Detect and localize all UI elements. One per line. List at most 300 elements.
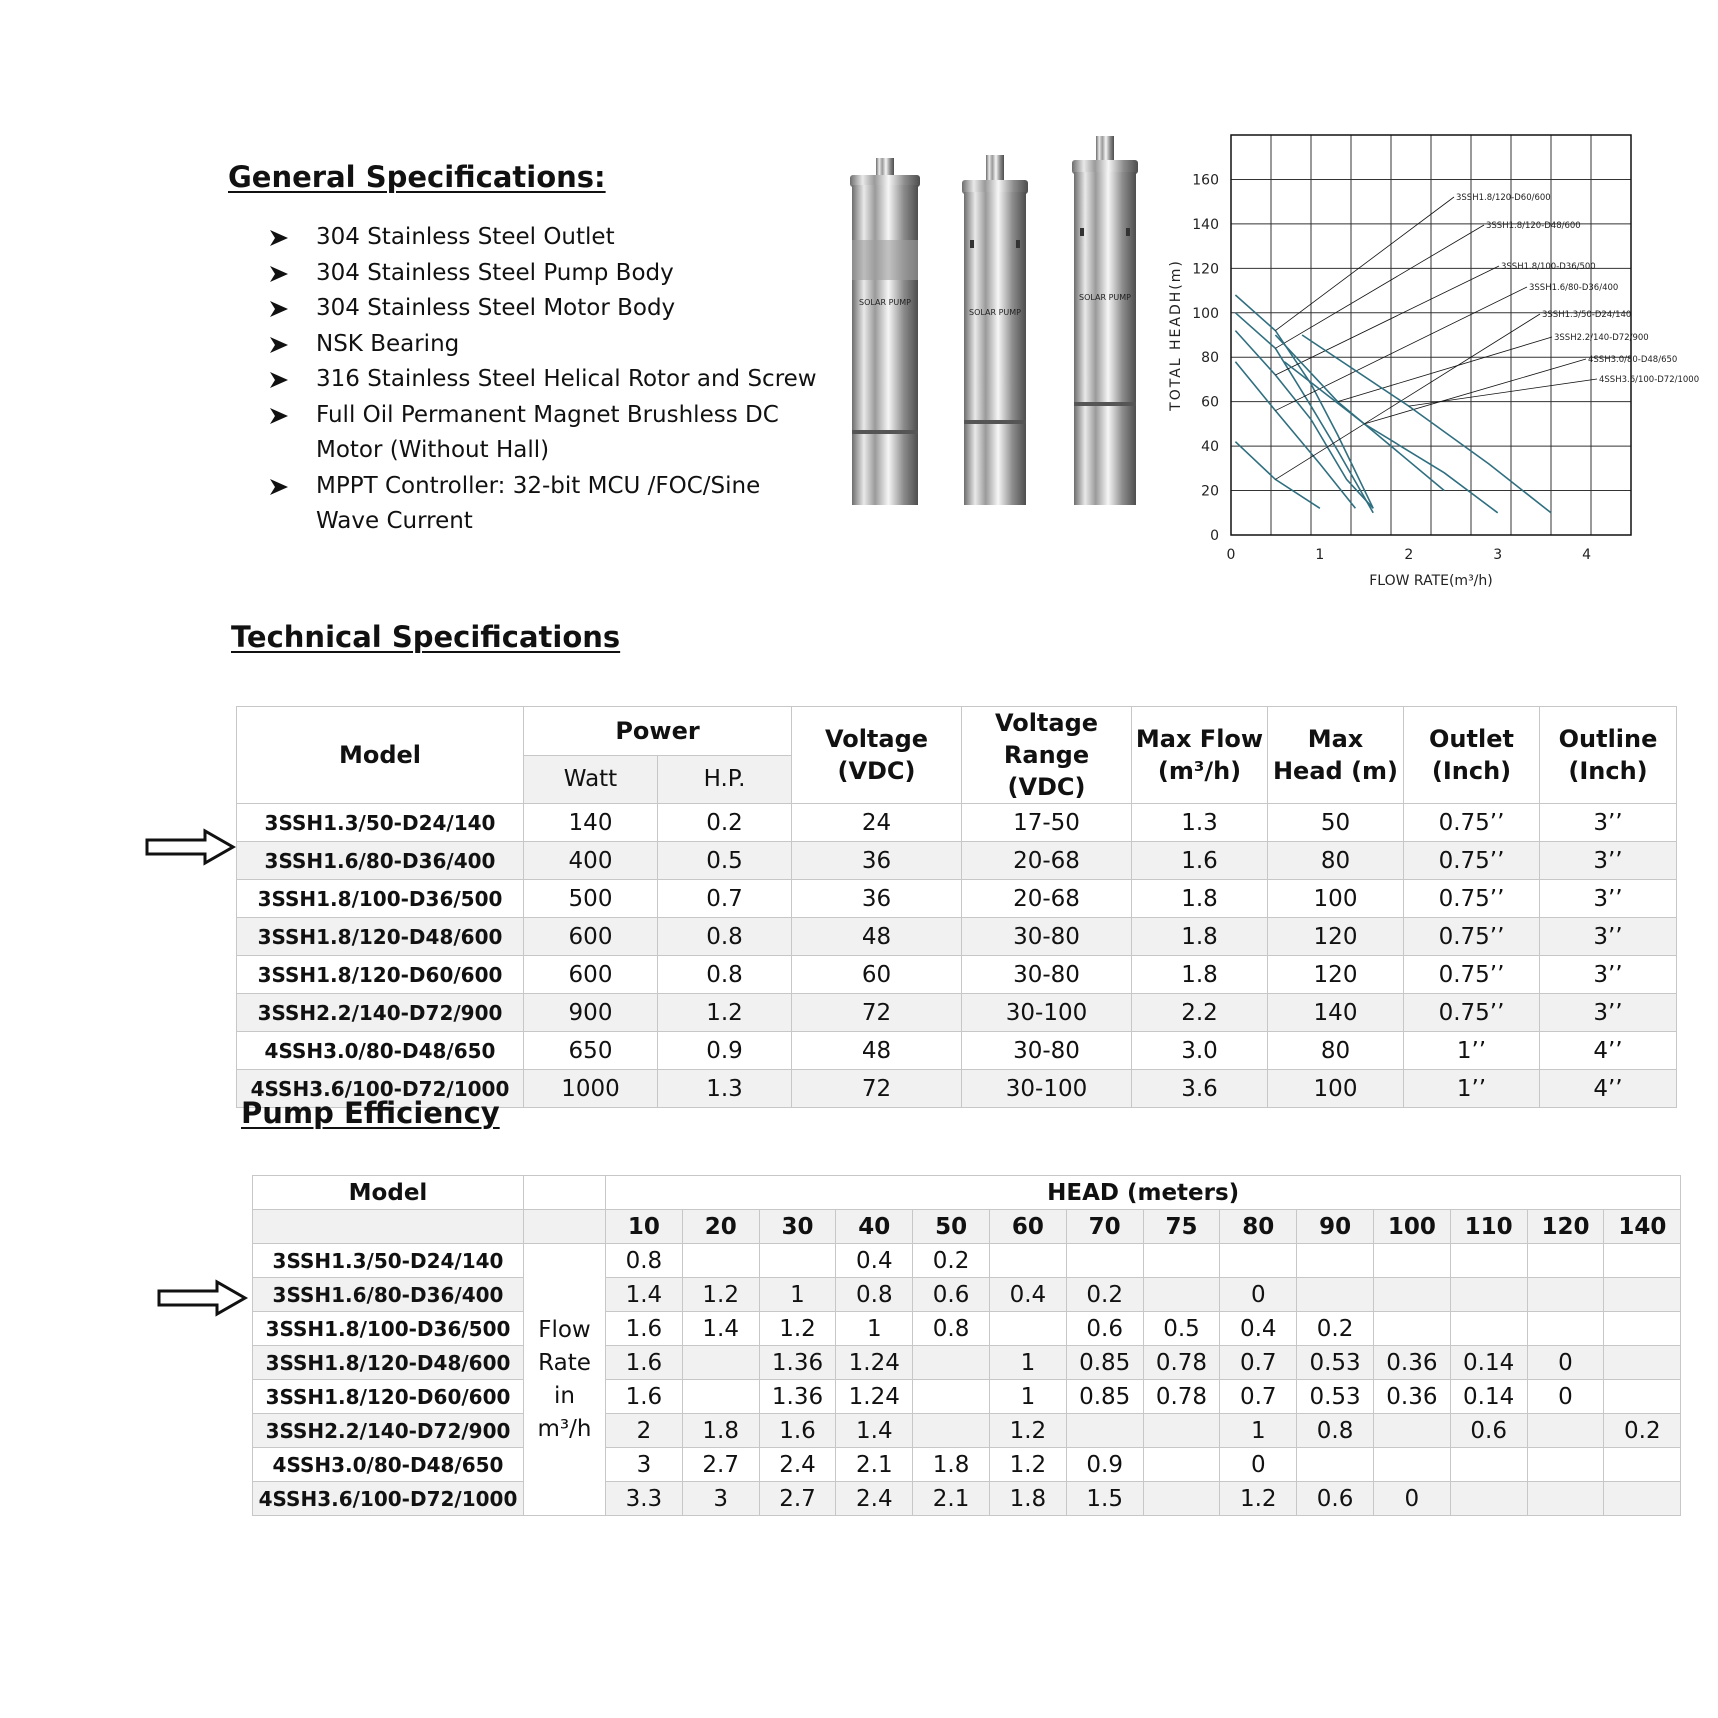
table-cell: 1.6 [606,1312,683,1346]
head-value-header: 10 [606,1210,683,1244]
x-tick-label: 0 [1226,547,1236,563]
table-cell: 0 [1220,1448,1297,1482]
table-cell [1604,1244,1681,1278]
model-cell: 3SSH1.8/100-D36/500 [253,1312,524,1346]
table-cell [1450,1312,1527,1346]
eff-header-blank [524,1210,606,1244]
table-cell: 24 [792,804,962,842]
table-cell: 1.2 [989,1414,1066,1448]
spec-item [270,398,830,469]
table-cell: 500 [524,880,658,918]
table-cell: 30-100 [962,1070,1132,1108]
table-cell: 0.6 [1066,1312,1143,1346]
table-row [237,1032,1677,1070]
bullet-arrow-icon [270,337,288,353]
series-leader-line [1275,287,1527,411]
table-cell [1450,1278,1527,1312]
col-outlet-line2: (Inch) [1431,757,1512,785]
y-tick-label: 100 [1192,305,1219,322]
pump-product-images [838,130,1158,515]
pump-image-3 [1072,136,1138,505]
table-cell: 2.4 [836,1482,913,1516]
col-max-head [1268,707,1404,804]
head-value-header: 30 [759,1210,836,1244]
table-cell [1527,1414,1604,1448]
table-cell: 1 [989,1346,1066,1380]
table-cell: 0.53 [1297,1346,1374,1380]
model-cell: 3SSH1.8/100-D36/500 [237,880,524,918]
flow-rate-label-line: m³/h [537,1415,592,1442]
y-tick-label: 0 [1210,528,1219,544]
series-label: 3SSH1.8/100-D36/500 [1501,262,1596,272]
table-cell: 0 [1373,1482,1450,1516]
table-cell: 2.7 [759,1482,836,1516]
spec-item-text: 304 Stainless Steel Outlet [316,224,615,250]
table-cell: 30-80 [962,918,1132,956]
table-row [253,1414,1681,1448]
table-row [237,918,1677,956]
table-cell: 0.8 [1297,1414,1374,1448]
table-cell: 1.6 [606,1380,683,1414]
bullet-arrow-icon [270,266,288,282]
table-cell [1373,1278,1450,1312]
table-cell: 600 [524,918,658,956]
table-cell: 120 [1268,956,1404,994]
pump-label-1: SOLAR PUMP [859,298,911,307]
table-cell: 20-68 [962,842,1132,880]
table-cell: 30-80 [962,956,1132,994]
col-power: Power [524,707,792,756]
table-cell: 1.8 [1132,956,1268,994]
table-row [253,1312,1681,1346]
model-cell: 3SSH2.2/140-D72/900 [237,994,524,1032]
table-cell: 3 [606,1448,683,1482]
table-cell: 120 [1268,918,1404,956]
table-cell [682,1346,759,1380]
table-cell: 3’’ [1540,918,1677,956]
y-tick-label: 80 [1201,350,1219,367]
table-cell [989,1312,1066,1346]
model-cell: 4SSH3.6/100-D72/1000 [237,1070,524,1108]
head-value-header: 110 [1450,1210,1527,1244]
model-cell: 3SSH2.2/140-D72/900 [253,1414,524,1448]
eff-col-blank [524,1176,606,1210]
table-cell [1527,1448,1604,1482]
table-cell: 0.8 [836,1278,913,1312]
model-cell: 3SSH1.8/120-D48/600 [237,918,524,956]
table-cell: 1.2 [658,994,792,1032]
table-cell: 0.8 [658,956,792,994]
table-cell [1297,1244,1374,1278]
table-cell: 140 [1268,994,1404,1032]
general-specs-list [270,220,830,540]
table-cell: 17-50 [962,804,1132,842]
table-cell: 3’’ [1540,804,1677,842]
table-cell: 0.9 [1066,1448,1143,1482]
table-cell: 400 [524,842,658,880]
table-cell [1066,1244,1143,1278]
y-tick-label: 160 [1192,172,1219,189]
model-cell: 4SSH3.0/80-D48/650 [237,1032,524,1070]
table-cell: 1.3 [1132,804,1268,842]
table-cell: 1.5 [1066,1482,1143,1516]
table-cell: 1’’ [1404,1070,1540,1108]
table-cell: 1.3 [658,1070,792,1108]
col-outline-line1: Outline [1558,725,1658,753]
table-row [237,956,1677,994]
bullet-arrow-icon [270,301,288,317]
head-value-header: 140 [1604,1210,1681,1244]
head-value-header: 20 [682,1210,759,1244]
col-outlet [1404,707,1540,804]
col-model: Model [237,707,524,804]
series-leader-line [1275,314,1540,479]
table-cell: 1.2 [759,1312,836,1346]
eff-header-blank [253,1210,524,1244]
table-cell [1604,1312,1681,1346]
table-cell [1604,1380,1681,1414]
table-cell: 2.7 [682,1448,759,1482]
table-cell: 0.7 [1220,1346,1297,1380]
table-cell: 0.9 [658,1032,792,1070]
flow-rate-label-line: in [554,1382,575,1409]
table-cell: 72 [792,1070,962,1108]
spec-item-text: Full Oil Permanent Magnet Brushless DC Motor (Without Hall) [316,401,779,463]
col-voltage-line2: (VDC) [837,757,916,785]
table-cell: 0.2 [1297,1312,1374,1346]
spec-item [270,256,830,292]
table-cell: 1.8 [1132,918,1268,956]
table-cell: 48 [792,1032,962,1070]
series-leader-line [1338,337,1552,402]
table-row [237,842,1677,880]
col-watt: Watt [524,755,658,804]
table-cell: 72 [792,994,962,1032]
flow-rate-label [524,1244,606,1516]
table-cell: 0.5 [1143,1312,1220,1346]
x-tick-label: 1 [1315,547,1325,563]
table-row [253,1278,1681,1312]
table-cell [1373,1312,1450,1346]
table-cell [1527,1482,1604,1516]
table-cell: 0.6 [913,1278,990,1312]
table-cell [1143,1482,1220,1516]
col-range-line2: Range (VDC) [1003,741,1090,801]
spec-item-text: 304 Stainless Steel Motor Body [316,295,676,321]
table-cell [1143,1244,1220,1278]
table-cell [682,1244,759,1278]
head-value-header: 70 [1066,1210,1143,1244]
table-row [237,880,1677,918]
table-cell: 0.75’’ [1404,880,1540,918]
table-cell: 1.8 [1132,880,1268,918]
table-cell: 650 [524,1032,658,1070]
table-cell: 0.78 [1143,1346,1220,1380]
table-cell: 1.24 [836,1346,913,1380]
col-voltage-line1: Voltage [824,725,929,753]
series-label: 3SSH1.8/120-D48/600 [1486,221,1581,231]
y-tick-label: 40 [1201,439,1219,456]
table-cell: 2.4 [759,1448,836,1482]
table-cell: 80 [1268,1032,1404,1070]
table-cell: 0.14 [1450,1346,1527,1380]
table-cell [1143,1448,1220,1482]
pump-image-1 [850,158,920,505]
y-tick-label: 140 [1192,216,1219,233]
table-cell: 1.6 [759,1414,836,1448]
table-cell: 0 [1527,1346,1604,1380]
head-value-header: 60 [989,1210,1066,1244]
table-cell: 1.24 [836,1380,913,1414]
series-label: 3SSH2.2/140-D72/900 [1554,333,1649,343]
table-cell: 20-68 [962,880,1132,918]
table-cell: 1.4 [606,1278,683,1312]
table-cell: 0.36 [1373,1346,1450,1380]
table-cell: 0.7 [658,880,792,918]
bullet-arrow-icon [270,230,288,246]
table-cell: 0.85 [1066,1380,1143,1414]
spec-item [270,362,830,398]
table-cell: 36 [792,842,962,880]
col-outlet-line1: Outlet [1429,725,1514,753]
table-cell: 2 [606,1414,683,1448]
table-cell: 0.14 [1450,1380,1527,1414]
table-cell: 0.6 [1297,1482,1374,1516]
table-cell [1373,1448,1450,1482]
series-leader-line [1275,197,1454,331]
eff-col-head: HEAD (meters) [606,1176,1681,1210]
x-tick-label: 2 [1404,547,1414,563]
table-cell: 2.1 [913,1482,990,1516]
table-cell: 3’’ [1540,880,1677,918]
table-cell: 50 [1268,804,1404,842]
x-tick-label: 4 [1582,547,1592,563]
y-axis-label: TOTAL HEADH(m) [1168,259,1184,411]
table-cell: 4’’ [1540,1070,1677,1108]
table-cell: 0.8 [606,1244,683,1278]
model-cell: 3SSH1.8/120-D60/600 [253,1380,524,1414]
table-cell: 36 [792,880,962,918]
y-tick-label: 60 [1201,394,1219,411]
table-cell: 1.8 [989,1482,1066,1516]
table-cell: 3’’ [1540,842,1677,880]
table-cell: 0.75’’ [1404,804,1540,842]
table-cell: 1000 [524,1070,658,1108]
table-cell [1450,1482,1527,1516]
table-cell [1373,1414,1450,1448]
x-axis-label: FLOW RATE(m³/h) [1369,573,1493,589]
table-cell: 0 [1220,1278,1297,1312]
head-value-header: 75 [1143,1210,1220,1244]
table-cell [682,1380,759,1414]
table-cell [1527,1312,1604,1346]
table-row [253,1448,1681,1482]
series-curve [1235,442,1320,509]
table-cell: 600 [524,956,658,994]
table-cell: 100 [1268,1070,1404,1108]
table-cell: 0.8 [913,1312,990,1346]
table-cell: 3’’ [1540,994,1677,1032]
table-cell: 1.6 [606,1346,683,1380]
table-cell [913,1346,990,1380]
table-cell: 1.8 [682,1414,759,1448]
model-cell: 3SSH1.8/120-D60/600 [237,956,524,994]
table-cell: 1.2 [989,1448,1066,1482]
table-cell: 0.7 [1220,1380,1297,1414]
series-label: 4SSH3.0/80-D48/650 [1588,355,1678,365]
model-cell: 3SSH1.3/50-D24/140 [237,804,524,842]
table-cell: 1 [1220,1414,1297,1448]
col-flow-line2: (m³/h) [1157,757,1242,785]
table-cell: 0.6 [1450,1414,1527,1448]
series-curve [1302,335,1551,513]
model-cell: 4SSH3.0/80-D48/650 [253,1448,524,1482]
table-cell: 0.4 [836,1244,913,1278]
series-label: 4SSH3.6/100-D72/1000 [1599,375,1700,385]
table-cell: 900 [524,994,658,1032]
table-row [237,994,1677,1032]
spec-item [270,220,830,256]
col-head-line1: Max [1307,725,1364,753]
table-cell [1373,1244,1450,1278]
pump-image-2 [962,155,1028,505]
table-cell [989,1244,1066,1278]
col-hp: H.P. [658,755,792,804]
table-cell: 0.75’’ [1404,994,1540,1032]
table-cell [1143,1278,1220,1312]
table-cell: 0.75’’ [1404,956,1540,994]
model-cell: 3SSH1.6/80-D36/400 [237,842,524,880]
table-cell: 1.6 [1132,842,1268,880]
table-cell: 1 [759,1278,836,1312]
eff-col-model: Model [253,1176,524,1210]
table-cell: 0.75’’ [1404,842,1540,880]
table-cell: 1.2 [682,1278,759,1312]
table-cell [1604,1448,1681,1482]
pump-efficiency-heading: Pump Efficiency [241,1096,500,1130]
table-cell [1220,1244,1297,1278]
table-cell: 0.53 [1297,1380,1374,1414]
head-value-header: 50 [913,1210,990,1244]
table-cell: 0.78 [1143,1380,1220,1414]
col-voltage-range [962,707,1132,804]
technical-specs-table [236,706,1677,1108]
table-cell [1450,1244,1527,1278]
head-value-header: 40 [836,1210,913,1244]
bullet-arrow-icon [270,408,288,424]
head-value-header: 80 [1220,1210,1297,1244]
table-row [253,1346,1681,1380]
table-cell: 1’’ [1404,1032,1540,1070]
table-row [253,1482,1681,1516]
series-label: 3SSH1.8/120-D60/600 [1456,193,1551,203]
table-cell: 3 [682,1482,759,1516]
col-max-flow [1132,707,1268,804]
table-cell: 1.36 [759,1346,836,1380]
table-cell [1297,1448,1374,1482]
table-cell: 0 [1527,1380,1604,1414]
head-value-header: 100 [1373,1210,1450,1244]
col-voltage [792,707,962,804]
model-cell: 3SSH1.8/120-D48/600 [253,1346,524,1380]
table-cell: 4’’ [1540,1032,1677,1070]
table-cell [1066,1414,1143,1448]
table-cell: 0.2 [1066,1278,1143,1312]
table-cell: 3.3 [606,1482,683,1516]
table-cell [759,1244,836,1278]
table-cell: 140 [524,804,658,842]
spec-item-text: NSK Bearing [316,330,460,357]
table-cell [913,1414,990,1448]
col-range-line1: Voltage [994,709,1099,737]
table-cell: 0.4 [989,1278,1066,1312]
table-cell: 0.2 [658,804,792,842]
spec-item-text: 304 Stainless Steel Pump Body [316,259,674,286]
pump-efficiency-table [252,1175,1681,1516]
table-cell: 1.4 [836,1414,913,1448]
spec-item [270,291,830,327]
general-specs-heading: General Specifications: [228,160,606,194]
table-row [253,1244,1681,1278]
table-cell: 1 [989,1380,1066,1414]
table-cell: 0.85 [1066,1346,1143,1380]
flow-rate-label-line: Rate [538,1349,591,1376]
table-row [237,804,1677,842]
spec-item-text: MPPT Controller: 32-bit MCU /FOC/Sine Wave Current [316,472,761,534]
col-flow-line1: Max Flow [1135,725,1264,753]
table-cell: 1.8 [913,1448,990,1482]
table-cell: 1.2 [1220,1482,1297,1516]
table-cell: 3.0 [1132,1032,1268,1070]
series-label: 3SSH1.6/80-D36/400 [1529,283,1619,293]
model-cell: 3SSH1.6/80-D36/400 [253,1278,524,1312]
table-cell: 0.5 [658,842,792,880]
table-cell: 0.2 [913,1244,990,1278]
y-tick-label: 120 [1192,261,1219,278]
spec-item-text: 316 Stainless Steel Helical Rotor and Screw [316,366,817,392]
series-label: 3SSH1.3/50-D24/140 [1542,310,1632,320]
table-cell: 60 [792,956,962,994]
table-row [253,1380,1681,1414]
bullet-arrow-icon [270,372,288,388]
table-cell: 48 [792,918,962,956]
table-cell: 3.6 [1132,1070,1268,1108]
head-value-header: 120 [1527,1210,1604,1244]
table-cell [1143,1414,1220,1448]
arrow-pointer-icon [145,829,235,865]
pump-label-2: SOLAR PUMP [969,308,1021,317]
series-leader-line [1364,359,1586,424]
head-value-header: 90 [1297,1210,1374,1244]
table-cell: 80 [1268,842,1404,880]
col-head-line2: Head (m) [1272,757,1399,785]
table-cell [913,1380,990,1414]
table-cell [1604,1482,1681,1516]
flow-rate-label-line: Flow [538,1316,591,1343]
table-cell [1527,1244,1604,1278]
table-cell [1527,1278,1604,1312]
table-cell: 100 [1268,880,1404,918]
table-cell [1450,1448,1527,1482]
col-outline [1540,707,1677,804]
arrow-pointer-icon [157,1280,247,1316]
col-outline-line2: (Inch) [1568,757,1648,785]
spec-item [270,327,830,363]
pump-label-3: SOLAR PUMP [1079,293,1131,302]
spec-item [270,469,830,540]
table-cell: 0.36 [1373,1380,1450,1414]
table-cell: 0.4 [1220,1312,1297,1346]
